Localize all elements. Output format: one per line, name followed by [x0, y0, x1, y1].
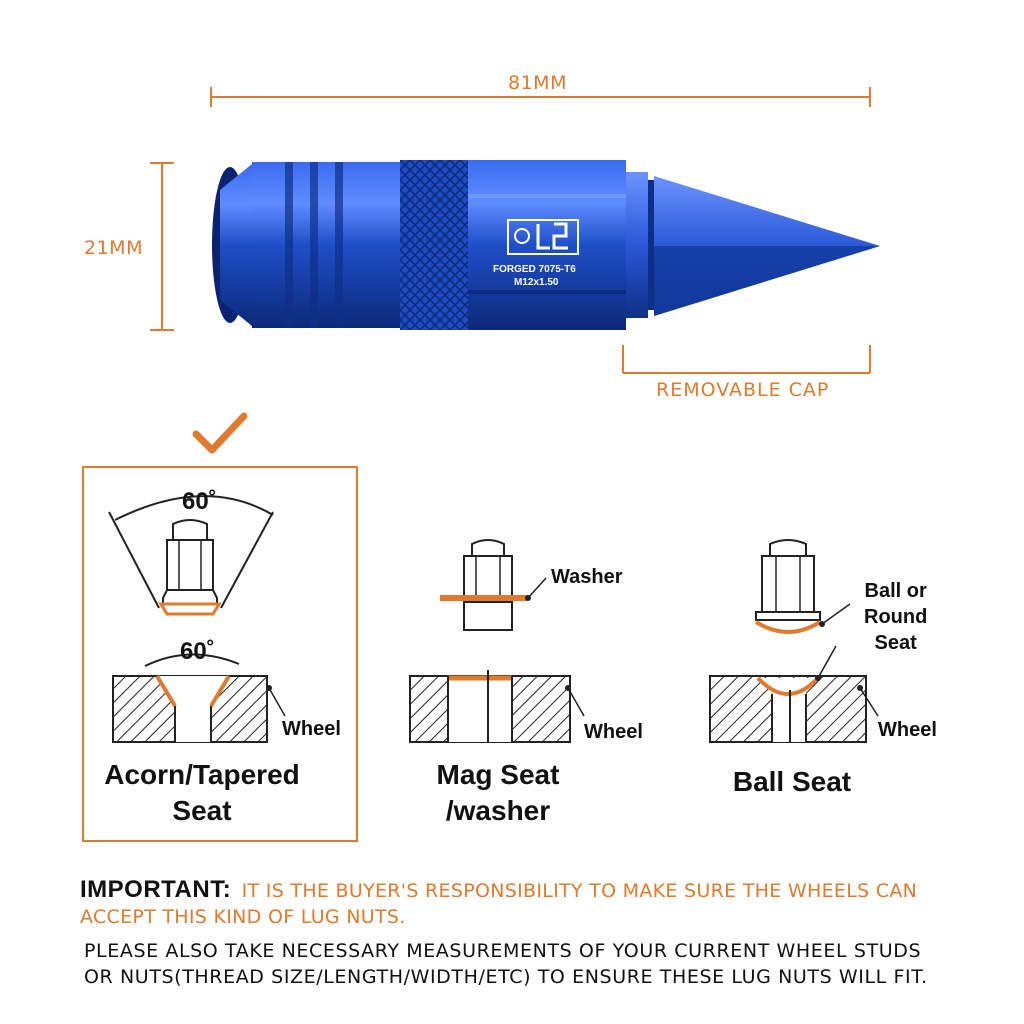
mag-title-line2: /washer — [445, 795, 551, 826]
ball-seat-label-line3: Seat — [874, 632, 917, 654]
ball-seat-label — [864, 578, 927, 656]
engraving-line-1: FORGED 7075-T6 — [493, 264, 576, 275]
removable-cap-label: REMOVABLE CAP — [656, 379, 830, 401]
acorn-title-line1: Acorn/Tapered — [104, 759, 300, 790]
note-line-1: PLEASE ALSO TAKE NECESSARY MEASUREMENTS OF YOUR CURRENT WHEEL STUDS — [84, 940, 922, 962]
mag-title-line1: Mag Seat — [436, 759, 560, 790]
acorn-seat-title — [84, 757, 320, 829]
lug-nut-image — [200, 150, 890, 340]
ball-seat-label-line1: Ball or — [864, 580, 927, 602]
acorn-title-line2: Seat — [172, 795, 232, 826]
ball-seat-label-line2: Round — [864, 606, 928, 628]
ball-seat-title — [672, 764, 912, 800]
important-key: IMPORTANT: — [80, 876, 232, 903]
mag-seat-title — [380, 757, 616, 829]
acorn-wheel-label: Wheel — [282, 718, 341, 740]
important-notice — [80, 876, 980, 928]
mag-wheel-label: Wheel — [584, 721, 643, 743]
checkmark-icon — [190, 412, 250, 456]
length-dimension-label: 81MM — [508, 72, 567, 94]
mag-washer-label: Washer — [551, 566, 623, 588]
important-line-1: IT IS THE BUYER'S RESPONSIBILITY TO MAKE SURE THE WHEELS CAN — [241, 880, 918, 902]
note-line-2: OR NUTS(THREAD SIZE/LENGTH/WIDTH/ETC) TO ENSURE THESE LUG NUTS WILL FIT. — [84, 966, 928, 988]
acorn-angle-bottom: 60˚ — [180, 638, 215, 665]
ball-wheel-label: Wheel — [878, 719, 937, 741]
acorn-angle-top: 60˚ — [182, 488, 217, 515]
measurement-note — [84, 940, 1004, 988]
important-line-2: ACCEPT THIS KIND OF LUG NUTS. — [80, 906, 406, 928]
ball-title-line1: Ball Seat — [732, 766, 852, 797]
engraving-line-2: M12x1.50 — [514, 277, 559, 288]
diameter-dimension-label: 21MM — [84, 237, 143, 259]
